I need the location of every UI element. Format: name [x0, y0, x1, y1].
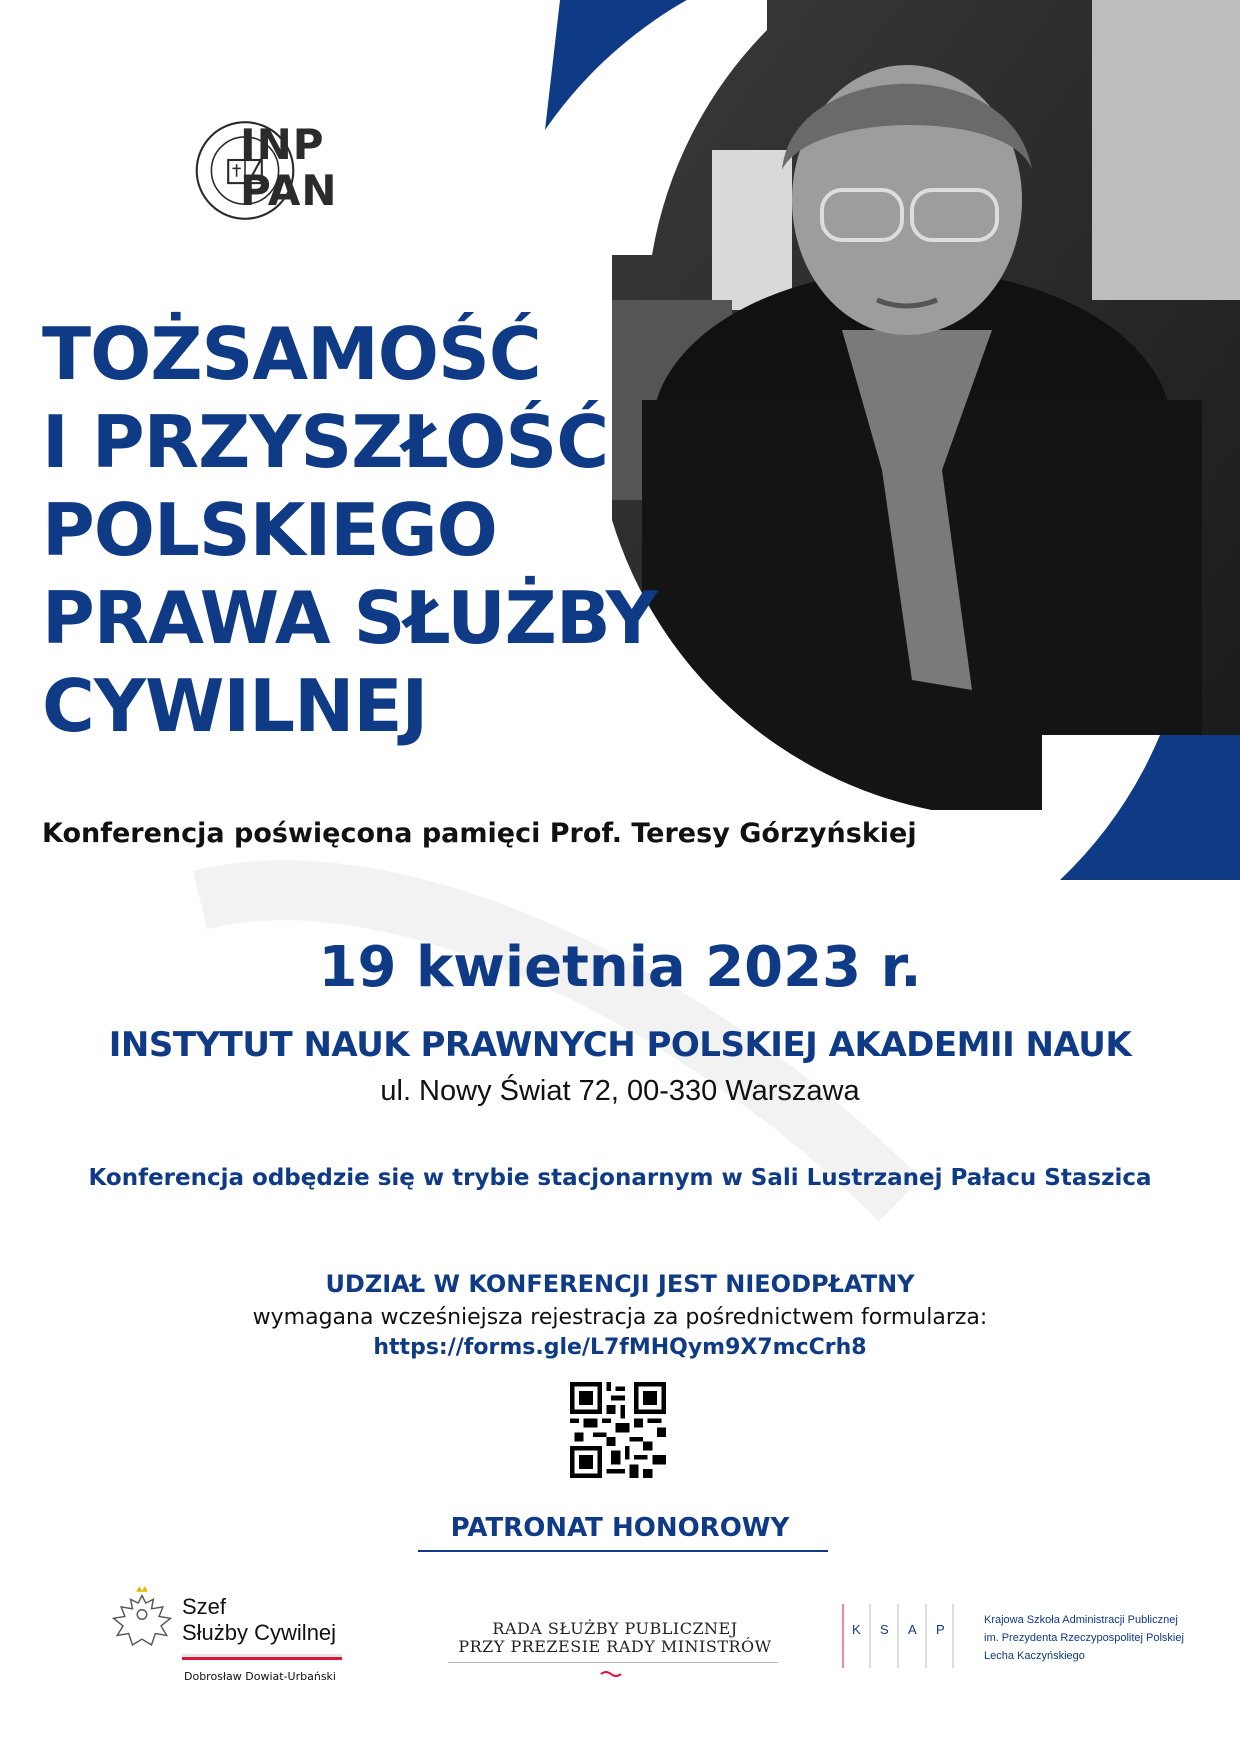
ksap-letter-p: P	[936, 1622, 945, 1637]
rada-divider	[448, 1662, 778, 1663]
logo-line-2: PAN	[240, 166, 338, 215]
portrait-photo	[612, 0, 1240, 810]
title-line-2: I PRZYSZŁOŚĆ	[42, 400, 609, 484]
polish-flag-stripe	[182, 1654, 342, 1660]
ksap-line-1: Krajowa Szkoła Administracji Publicznej	[984, 1614, 1178, 1626]
rada-flag-icon	[600, 1670, 622, 1678]
institute-name: INSTYTUT NAUK PRAWNYCH POLSKIEJ AKADEMII NAUK	[108, 1025, 1132, 1065]
ksap-letter-a: A	[908, 1622, 917, 1637]
title-line-5: CYWILNEJ	[42, 664, 428, 748]
rada-sluzby-publicznej	[450, 1620, 780, 1656]
szef-sluzby-cywilnej	[182, 1594, 336, 1646]
registration-note: wymagana wcześniejsza rejestracja za pośrednictwem formularza:	[252, 1305, 988, 1330]
event-mode: Konferencja odbędzie się w trybie stacjonarnym w Sali Lustrzanej Pałacu Staszica	[88, 1165, 1152, 1191]
event-date: 19 kwietnia 2023 r.	[318, 935, 922, 1000]
address: ul. Nowy Świat 72, 00-330 Warszawa	[380, 1075, 860, 1107]
honorary-patronage-heading: PATRONAT HONOROWY	[450, 1513, 790, 1543]
title-line-4: PRAWA SŁUŻBY	[42, 576, 657, 660]
logo-line-1: INP	[240, 120, 325, 169]
logo-wordmark	[240, 122, 338, 214]
szef-line-1: Szef	[182, 1594, 227, 1619]
ksap-line-3: Lecha Kaczyńskiego	[984, 1650, 1085, 1662]
rada-line-1: RADA SŁUŻBY PUBLICZNEJ	[492, 1619, 738, 1638]
title-line-3: POLSKIEGO	[42, 488, 497, 572]
ksap-letter-s: S	[880, 1622, 889, 1637]
qr-code[interactable]	[570, 1382, 666, 1478]
ksap-letter-k: K	[852, 1622, 861, 1637]
subtitle: Konferencja poświęcona pamięci Prof. Teresy Górzyńskiej	[42, 818, 917, 849]
szef-line-2: Służby Cywilnej	[182, 1620, 337, 1645]
registration-link[interactable]: https://forms.gle/L7fMHQym9X7mcCrh8	[373, 1335, 867, 1360]
patronage-underline	[418, 1550, 828, 1552]
polish-eagle-emblem	[104, 1586, 180, 1662]
poster-title	[42, 310, 682, 750]
title-line-1: TOŻSAMOŚĆ	[42, 312, 541, 396]
rada-line-2: PRZY PREZESIE RADY MINISTRÓW	[458, 1637, 772, 1656]
szef-name: Dobrosław Dowiat-Urbański	[184, 1670, 336, 1683]
free-participation: UDZIAŁ W KONFERENCJI JEST NIEODPŁATNY	[325, 1270, 915, 1298]
ksap-line-2: im. Prezydenta Rzeczypospolitej Polskiej	[984, 1632, 1184, 1644]
ksap-description	[984, 1611, 1184, 1665]
